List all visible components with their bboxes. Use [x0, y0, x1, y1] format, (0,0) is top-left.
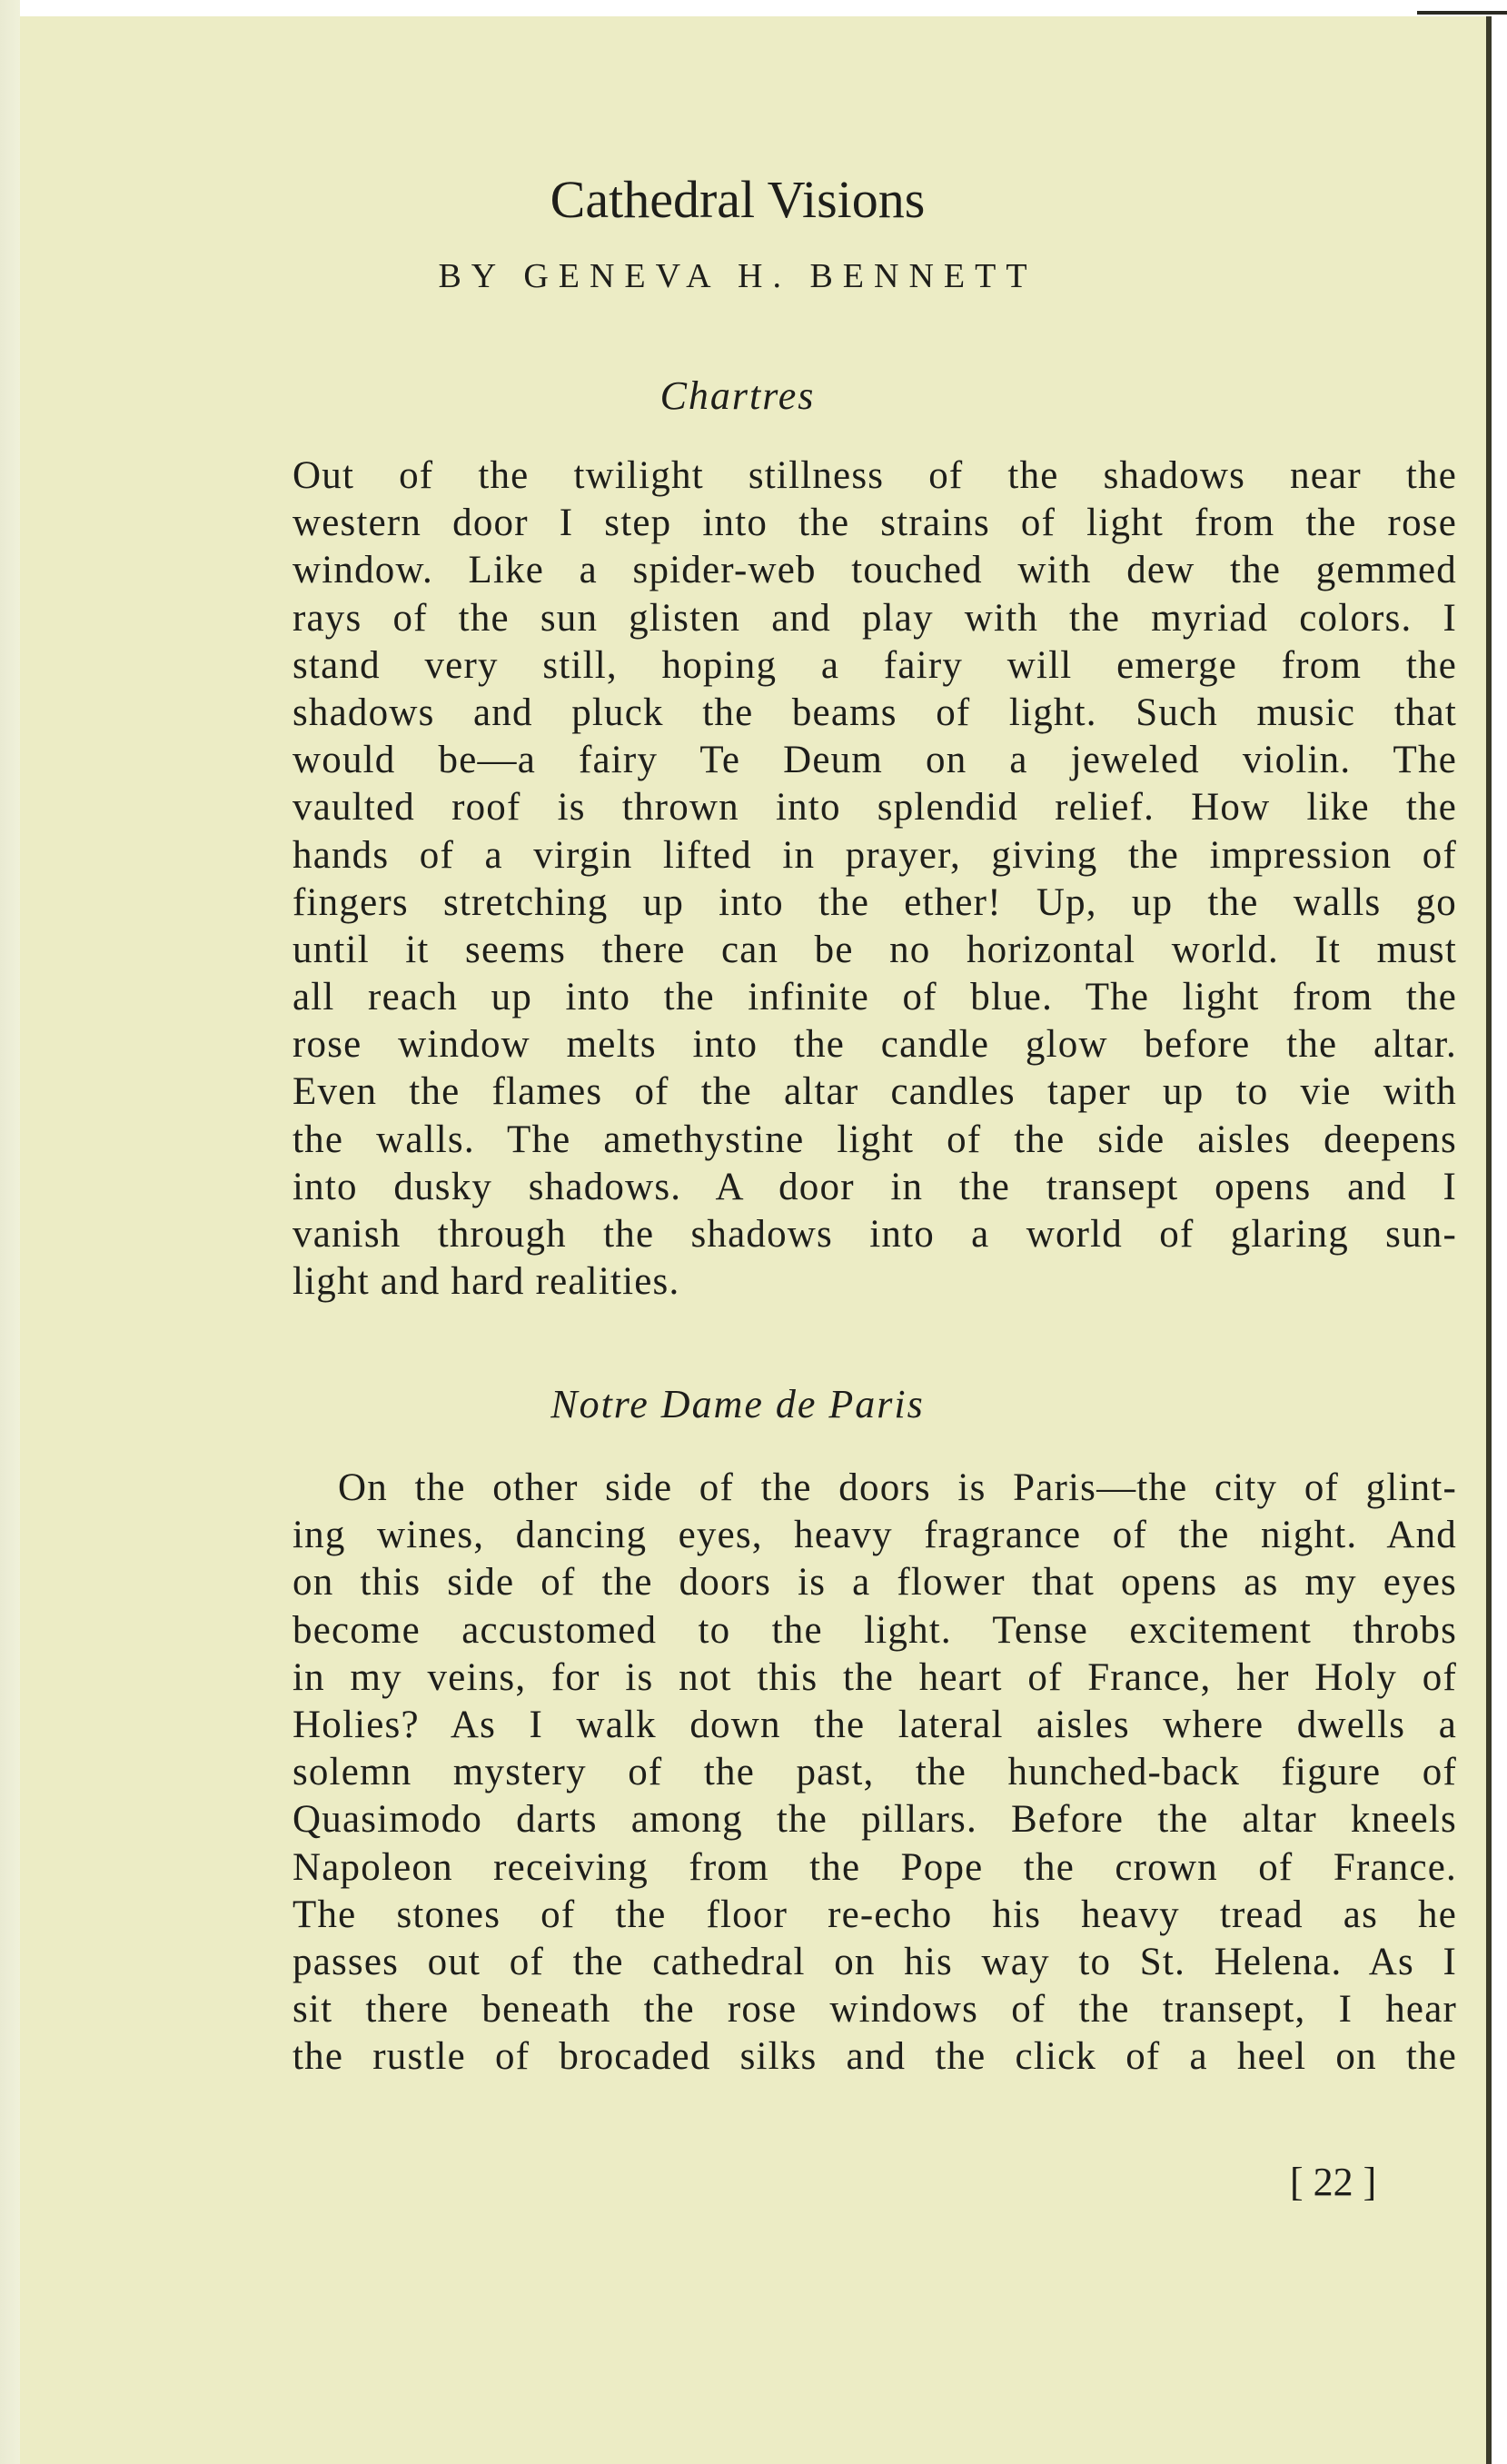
text-line: sit there beneath the rose windows of the transept, I hear	[292, 1988, 1457, 2032]
text-line: vanish through the shadows into a world of glaring sun-	[292, 1213, 1457, 1256]
text-line: vaulted roof is thrown into splendid relief. How like the	[292, 786, 1457, 830]
page-number: [ 22 ]	[1290, 2160, 1377, 2204]
paragraph-chartres	[292, 452, 1457, 1306]
scan-edge-rule	[1417, 11, 1507, 15]
text-line: Out of the twilight stillness of the shadows near the	[292, 454, 1457, 497]
text-line: fingers stretching up into the ether! Up, up the walls go	[292, 880, 1457, 924]
text-line: western door I step into the strains of light from the rose	[292, 502, 1457, 545]
text-line: On the other side of the doors is Paris—the city of glint-	[338, 1466, 1457, 1509]
text-line: rose window melts into the candle glow before the altar.	[292, 1023, 1457, 1067]
text-line: ing wines, dancing eyes, heavy fragrance of the night. And	[292, 1514, 1457, 1557]
text-line: all reach up into the infinite of blue. The light from the	[292, 976, 1457, 1019]
section-heading-notre-dame: Notre Dame de Paris	[550, 1382, 925, 1426]
page-edge	[1486, 16, 1492, 2464]
text-line: hands of a virgin lifted in prayer, giving the impression of	[292, 833, 1457, 877]
article-title: Cathedral Visions	[550, 170, 926, 229]
text-line: on this side of the doors is a flower that opens as my eyes	[292, 1561, 1457, 1605]
text-line: shadows and pluck the beams of light. Such music that	[292, 691, 1457, 734]
paragraph-notre-dame	[292, 1465, 1457, 2081]
byline: BY GENEVA H. BENNETT	[438, 257, 1037, 295]
text-line: the rustle of brocaded silks and the click of a heel on the	[292, 2035, 1457, 2079]
section-heading-chartres: Chartres	[659, 373, 816, 418]
text-line: become accustomed to the light. Tense excitement throbs	[292, 1608, 1457, 1652]
text-line: The stones of the floor re-echo his heavy tread as he	[292, 1893, 1457, 1936]
text-line: window. Like a spider-web touched with dew the gemmed	[292, 549, 1457, 592]
text-line: in my veins, for is not this the heart of France, her Holy of	[292, 1655, 1457, 1699]
text-line: rays of the sun glisten and play with the myriad colors. I	[292, 596, 1457, 640]
text-line: Holies? As I walk down the lateral aisles where dwells a	[292, 1703, 1457, 1746]
scan-margin	[0, 0, 20, 2464]
text-line: Napoleon receiving from the Pope the crown of France.	[292, 1845, 1457, 1889]
text-line: until it seems there can be no horizontal world. It must	[292, 928, 1457, 971]
text-line: passes out of the cathedral on his way to St. Helena. As I	[292, 1940, 1457, 1983]
text-line: would be—a fairy Te Deum on a jeweled violin. The	[292, 739, 1457, 782]
text-line: solemn mystery of the past, the hunched-back figure of	[292, 1751, 1457, 1794]
text-line: stand very still, hoping a fairy will emerge from the	[292, 643, 1457, 687]
text-line: into dusky shadows. A door in the transept opens and I	[292, 1165, 1457, 1208]
text-line: the walls. The amethystine light of the side aisles deepens	[292, 1118, 1457, 1161]
text-line: Quasimodo darts among the pillars. Before the altar kneels	[292, 1798, 1457, 1842]
text-line: Even the flames of the altar candles taper up to vie with	[292, 1070, 1457, 1114]
text-line: light and hard realities.	[292, 1260, 680, 1304]
